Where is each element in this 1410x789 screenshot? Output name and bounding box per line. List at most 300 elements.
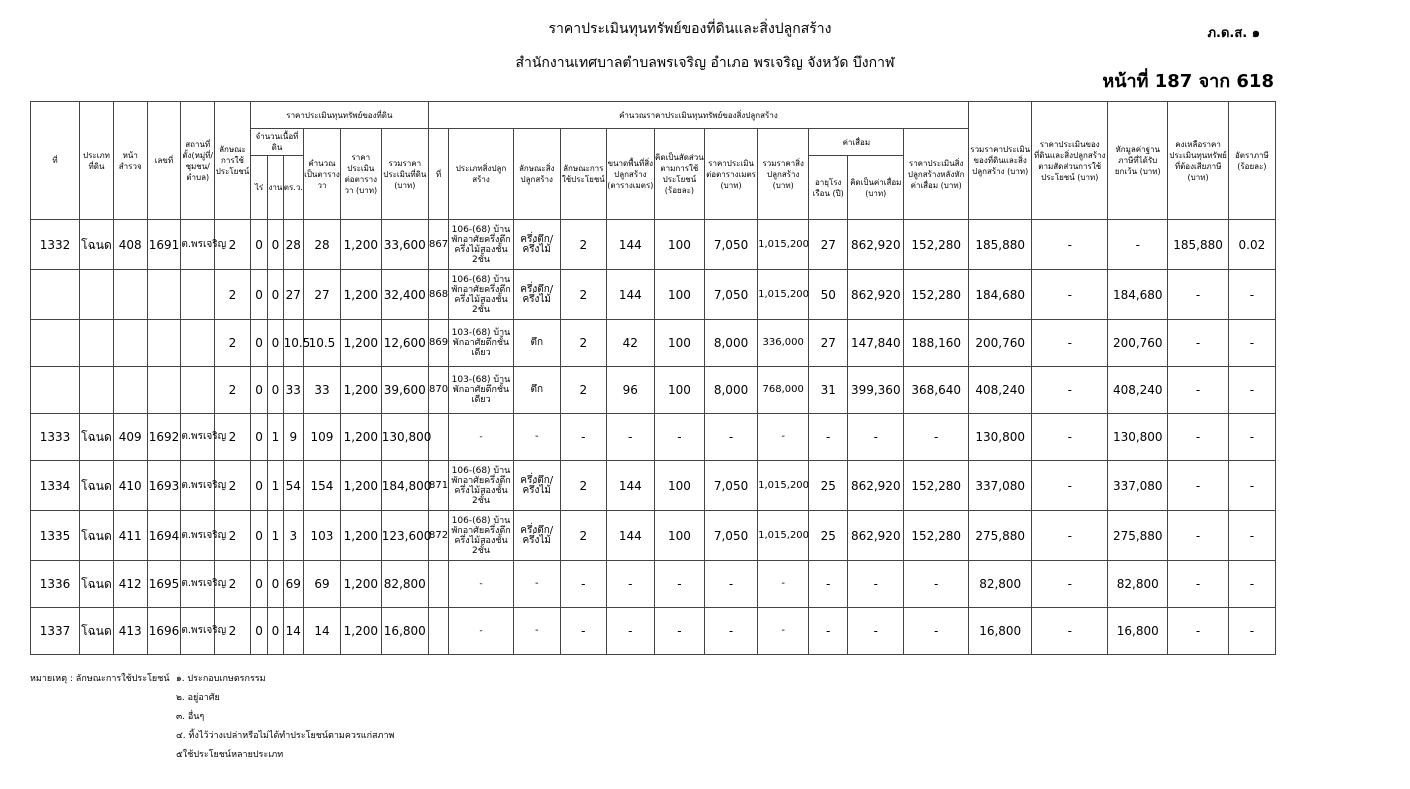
document-title: ราคาประเมินทุนทรัพย์ของที่ดินและสิ่งปลูกสร้าง xyxy=(548,21,832,37)
page-indicator: หน้าที่ 187 จาก 618 xyxy=(1102,71,1274,92)
cell-wa: 69 xyxy=(283,561,303,608)
cell-sum: 185,880 xyxy=(968,220,1031,270)
cell-bprice: 7,050 xyxy=(704,461,757,511)
col-building-price: ราคาประเมินต่อตารางเมตร (บาท) xyxy=(704,129,757,220)
col-proportional-value: ราคาประเมินของที่ดินและสิ่งปลูกสร้างตามสัดส่วนการใช้ประโยชน์ (บาท) xyxy=(1032,102,1108,220)
cell-deduct: 130,800 xyxy=(1108,414,1168,461)
cell-land: 32,400 xyxy=(381,270,428,320)
cell-ppw: 1,200 xyxy=(340,511,381,561)
cell-use: 2 xyxy=(215,367,251,414)
cell-deed: โฉนด xyxy=(80,561,114,608)
cell-bprice: - xyxy=(704,561,757,608)
cell-remain: - xyxy=(1168,320,1228,367)
cell-btype: - xyxy=(449,414,513,461)
note-item: ๕ใช้ประโยชน์หลายประเภท xyxy=(176,750,284,760)
cell-depr: 862,920 xyxy=(848,270,904,320)
cell-num: 1695 xyxy=(147,561,181,608)
cell-depr: 147,840 xyxy=(848,320,904,367)
cell-deed: โฉนด xyxy=(80,461,114,511)
col-tax-rate: อัตราภาษี (ร้อยละ) xyxy=(1228,102,1275,220)
cell-age: - xyxy=(809,414,848,461)
cell-rate: - xyxy=(1228,270,1275,320)
cell-remain: - xyxy=(1168,461,1228,511)
cell-btotal: 1,015,200 xyxy=(758,511,809,561)
cell-calc: 14 xyxy=(304,608,341,655)
cell-calc: 27 xyxy=(304,270,341,320)
cell-use: 2 xyxy=(215,561,251,608)
cell-bkind: ตึก xyxy=(513,367,560,414)
cell-page: 410 xyxy=(113,461,147,511)
cell-use: 2 xyxy=(215,270,251,320)
cell-bkind: ตึก xyxy=(513,320,560,367)
cell-wa: 3 xyxy=(283,511,303,561)
cell-prop: - xyxy=(1032,414,1108,461)
cell-bno: 872 xyxy=(428,511,448,561)
cell-btype: 103-(68) บ้านพักอาศัยตึกชั้นเดียว xyxy=(449,367,513,414)
cell-depr: - xyxy=(848,608,904,655)
cell-no xyxy=(31,320,80,367)
cell-page: 409 xyxy=(113,414,147,461)
cell-page xyxy=(113,270,147,320)
cell-age: 50 xyxy=(809,270,848,320)
cell-land: 12,600 xyxy=(381,320,428,367)
col-sum-total: รวมราคาประเมินของที่ดินและสิ่งปลูกสร้าง (บาท) xyxy=(968,102,1031,220)
cell-ppw: 1,200 xyxy=(340,608,381,655)
cell-ppw: 1,200 xyxy=(340,320,381,367)
cell-age: - xyxy=(809,561,848,608)
cell-num: 1696 xyxy=(147,608,181,655)
col-building-kind: ลักษณะสิ่งปลูกสร้าง xyxy=(513,129,560,220)
cell-ppw: 1,200 xyxy=(340,461,381,511)
col-remaining: คงเหลือราคาประเมินทุนทรัพย์ที่ต้องเสียภาษี (บาท) xyxy=(1168,102,1228,220)
group-building: คำนวณราคาประเมินทุนทรัพย์ของสิ่งปลูกสร้าง xyxy=(428,102,968,129)
cell-num xyxy=(147,367,181,414)
cell-deed: โฉนด xyxy=(80,414,114,461)
cell-btotal: 1,015,200 xyxy=(758,270,809,320)
cell-land: 82,800 xyxy=(381,561,428,608)
cell-bpct: 100 xyxy=(654,461,704,511)
cell-bprice: 7,050 xyxy=(704,270,757,320)
cell-age: - xyxy=(809,608,848,655)
cell-no: 1333 xyxy=(31,414,80,461)
cell-btype: 103-(68) บ้านพักอาศัยตึกชั้นเดียว xyxy=(449,320,513,367)
cell-use: 2 xyxy=(215,608,251,655)
cell-bsize: - xyxy=(606,561,654,608)
cell-btype: - xyxy=(449,561,513,608)
notes-label: หมายเหตุ : ลักษณะการใช้ประโยชน์ xyxy=(30,674,170,684)
cell-land: 33,600 xyxy=(381,220,428,270)
cell-deduct: 408,240 xyxy=(1108,367,1168,414)
cell-calc: 10.5 xyxy=(304,320,341,367)
cell-calc: 69 xyxy=(304,561,341,608)
cell-bafter: 188,160 xyxy=(904,320,969,367)
cell-age: 27 xyxy=(809,320,848,367)
cell-rai: 0 xyxy=(250,608,267,655)
cell-rate: 0.02 xyxy=(1228,220,1275,270)
cell-bsize: 144 xyxy=(606,220,654,270)
cell-btotal: 1,015,200 xyxy=(758,220,809,270)
cell-remain: 185,880 xyxy=(1168,220,1228,270)
col-building-total: รวมราคาสิ่งปลูกสร้าง (บาท) xyxy=(758,129,809,220)
cell-rate: - xyxy=(1228,461,1275,511)
cell-bpct: - xyxy=(654,608,704,655)
cell-ngan: 0 xyxy=(268,220,283,270)
cell-bkind: - xyxy=(513,414,560,461)
table-row xyxy=(31,220,1276,270)
cell-loc xyxy=(181,270,215,320)
cell-buse: 2 xyxy=(560,511,606,561)
cell-prop: - xyxy=(1032,511,1108,561)
cell-btotal: 768,000 xyxy=(758,367,809,414)
cell-bprice: 7,050 xyxy=(704,220,757,270)
cell-depr: - xyxy=(848,561,904,608)
cell-deduct: 16,800 xyxy=(1108,608,1168,655)
cell-bkind: ครึ่งตึก/ครึ่งไม้ xyxy=(513,220,560,270)
cell-bno: 867 xyxy=(428,220,448,270)
cell-deduct: 184,680 xyxy=(1108,270,1168,320)
table-row xyxy=(31,608,1276,655)
cell-ngan: 0 xyxy=(268,608,283,655)
cell-rate: - xyxy=(1228,367,1275,414)
cell-buse: 2 xyxy=(560,461,606,511)
cell-sum: 200,760 xyxy=(968,320,1031,367)
cell-prop: - xyxy=(1032,367,1108,414)
cell-ngan: 1 xyxy=(268,414,283,461)
cell-btotal: - xyxy=(758,414,809,461)
col-price-per-wa: ราคาประเมินต่อตารางวา (บาท) xyxy=(340,129,381,220)
cell-bsize: 144 xyxy=(606,270,654,320)
cell-calc: 103 xyxy=(304,511,341,561)
cell-age: 25 xyxy=(809,511,848,561)
cell-bno xyxy=(428,561,448,608)
cell-remain: - xyxy=(1168,367,1228,414)
cell-sum: 337,080 xyxy=(968,461,1031,511)
col-number: เลขที่ xyxy=(147,102,181,220)
note-item: ๒. อยู่อาศัย xyxy=(176,693,220,703)
cell-prop: - xyxy=(1032,561,1108,608)
cell-page: 408 xyxy=(113,220,147,270)
cell-rate: - xyxy=(1228,414,1275,461)
cell-page xyxy=(113,320,147,367)
table-row xyxy=(31,367,1276,414)
col-no: ที่ xyxy=(31,102,80,220)
cell-num: 1692 xyxy=(147,414,181,461)
cell-no: 1337 xyxy=(31,608,80,655)
table-row xyxy=(31,561,1276,608)
group-area: จำนวนเนื้อที่ดิน xyxy=(250,129,303,156)
cell-bafter: - xyxy=(904,608,969,655)
cell-buse: 2 xyxy=(560,320,606,367)
cell-btype: 106-(68) บ้านพักอาศัยครึ่งตึกครึ่งไม้สองชั้น 2ชั้น xyxy=(449,461,513,511)
cell-deed xyxy=(80,270,114,320)
cell-sum: 16,800 xyxy=(968,608,1031,655)
col-survey-page: หน้าสำรวจ xyxy=(113,102,147,220)
cell-land: 184,800 xyxy=(381,461,428,511)
cell-btotal: 336,000 xyxy=(758,320,809,367)
cell-land: 123,600 xyxy=(381,511,428,561)
cell-bpct: 100 xyxy=(654,320,704,367)
cell-bno: 870 xyxy=(428,367,448,414)
cell-depr: - xyxy=(848,414,904,461)
col-building-no: ที่ xyxy=(428,129,448,220)
office-subtitle: สำนักงานเทศบาลตำบลพรเจริญ อำเภอ พรเจริญ จังหวัด บึงกาฬ xyxy=(515,55,895,71)
col-location: สถานที่ตั้ง(หมู่ที่/ชุมชน/ตำบล) xyxy=(181,102,215,220)
cell-bsize: - xyxy=(606,608,654,655)
cell-num xyxy=(147,320,181,367)
cell-bprice: 8,000 xyxy=(704,367,757,414)
cell-ngan: 0 xyxy=(268,320,283,367)
cell-loc: ต.พรเจริญ xyxy=(181,461,215,511)
cell-loc: ต.พรเจริญ xyxy=(181,220,215,270)
cell-rai: 0 xyxy=(250,367,267,414)
cell-prop: - xyxy=(1032,220,1108,270)
col-ngan: งาน xyxy=(268,156,283,220)
cell-buse: - xyxy=(560,561,606,608)
cell-land: 39,600 xyxy=(381,367,428,414)
cell-land: 130,800 xyxy=(381,414,428,461)
cell-rate: - xyxy=(1228,561,1275,608)
cell-num xyxy=(147,270,181,320)
cell-bafter: - xyxy=(904,561,969,608)
cell-wa: 28 xyxy=(283,220,303,270)
group-land: ราคาประเมินทุนทรัพย์ของที่ดิน xyxy=(250,102,428,129)
col-building-after-depr: ราคาประเมินสิ่งปลูกสร้างหลังหักค่าเสื่อม (บาท) xyxy=(904,129,969,220)
cell-btotal: - xyxy=(758,608,809,655)
cell-no: 1334 xyxy=(31,461,80,511)
cell-page: 412 xyxy=(113,561,147,608)
cell-ngan: 0 xyxy=(268,561,283,608)
cell-wa: 9 xyxy=(283,414,303,461)
cell-bkind: - xyxy=(513,561,560,608)
col-depreciation: คิดเป็นค่าเสื่อม (บาท) xyxy=(848,156,904,220)
cell-prop: - xyxy=(1032,270,1108,320)
cell-bafter: 152,280 xyxy=(904,270,969,320)
cell-bpct: - xyxy=(654,561,704,608)
cell-btotal: 1,015,200 xyxy=(758,461,809,511)
cell-ppw: 1,200 xyxy=(340,414,381,461)
cell-depr: 862,920 xyxy=(848,220,904,270)
cell-bno xyxy=(428,414,448,461)
table-row xyxy=(31,461,1276,511)
cell-ngan: 0 xyxy=(268,270,283,320)
cell-prop: - xyxy=(1032,461,1108,511)
cell-bafter: 152,280 xyxy=(904,511,969,561)
cell-rai: 0 xyxy=(250,320,267,367)
cell-buse: 2 xyxy=(560,270,606,320)
cell-page: 411 xyxy=(113,511,147,561)
cell-wa: 33 xyxy=(283,367,303,414)
cell-rate: - xyxy=(1228,608,1275,655)
table-row xyxy=(31,270,1276,320)
cell-use: 2 xyxy=(215,461,251,511)
cell-loc: ต.พรเจริญ xyxy=(181,511,215,561)
cell-bprice: - xyxy=(704,414,757,461)
cell-remain: - xyxy=(1168,270,1228,320)
cell-land: 16,800 xyxy=(381,608,428,655)
col-deduct: หักมูลค่าฐานภาษีที่ได้รับยกเว้น (บาท) xyxy=(1108,102,1168,220)
cell-use: 2 xyxy=(215,414,251,461)
cell-buse: - xyxy=(560,608,606,655)
cell-rai: 0 xyxy=(250,270,267,320)
cell-btype: 106-(68) บ้านพักอาศัยครึ่งตึกครึ่งไม้สองชั้น 2ชั้น xyxy=(449,270,513,320)
cell-use: 2 xyxy=(215,220,251,270)
col-building-pct: คิดเป็นสัดส่วนตามการใช้ประโยชน์ (ร้อยละ) xyxy=(654,129,704,220)
cell-sum: 82,800 xyxy=(968,561,1031,608)
cell-use: 2 xyxy=(215,511,251,561)
cell-deed xyxy=(80,320,114,367)
cell-bprice: - xyxy=(704,608,757,655)
cell-calc: 33 xyxy=(304,367,341,414)
table-row xyxy=(31,511,1276,561)
cell-no: 1336 xyxy=(31,561,80,608)
form-code: ภ.ด.ส. ๑ xyxy=(1207,26,1260,41)
cell-bno: 871 xyxy=(428,461,448,511)
table-row xyxy=(31,414,1276,461)
table-row xyxy=(31,320,1276,367)
cell-deed: โฉนด xyxy=(80,608,114,655)
col-usage: ลักษณะการใช้ประโยชน์ xyxy=(215,102,251,220)
cell-remain: - xyxy=(1168,608,1228,655)
cell-deduct: 200,760 xyxy=(1108,320,1168,367)
cell-bsize: - xyxy=(606,414,654,461)
cell-calc: 28 xyxy=(304,220,341,270)
cell-bpct: 100 xyxy=(654,511,704,561)
cell-bno: 868 xyxy=(428,270,448,320)
cell-age: 25 xyxy=(809,461,848,511)
cell-wa: 54 xyxy=(283,461,303,511)
col-building-size: ขนาดพื้นที่สิ่งปลูกสร้าง (ตารางเมตร) xyxy=(606,129,654,220)
cell-btotal: - xyxy=(758,561,809,608)
cell-no: 1335 xyxy=(31,511,80,561)
col-building-usage: ลักษณะการใช้ประโยชน์ xyxy=(560,129,606,220)
cell-depr: 862,920 xyxy=(848,511,904,561)
cell-calc: 109 xyxy=(304,414,341,461)
col-calc-wa: คำนวณเป็นตารางวา xyxy=(304,129,341,220)
cell-deed xyxy=(80,367,114,414)
cell-rate: - xyxy=(1228,511,1275,561)
cell-btype: - xyxy=(449,608,513,655)
cell-loc: ต.พรเจริญ xyxy=(181,608,215,655)
cell-remain: - xyxy=(1168,561,1228,608)
cell-rai: 0 xyxy=(250,414,267,461)
col-building-type: ประเภทสิ่งปลูกสร้าง xyxy=(449,129,513,220)
note-item: ๓. อื่นๆ xyxy=(176,712,205,722)
cell-prop: - xyxy=(1032,608,1108,655)
cell-deed: โฉนด xyxy=(80,220,114,270)
cell-ppw: 1,200 xyxy=(340,270,381,320)
col-age: อายุโรงเรือน (ปี) xyxy=(809,156,848,220)
col-land-total: รวมราคาประเมินที่ดิน (บาท) xyxy=(381,129,428,220)
cell-no xyxy=(31,367,80,414)
cell-remain: - xyxy=(1168,511,1228,561)
cell-ppw: 1,200 xyxy=(340,220,381,270)
cell-prop: - xyxy=(1032,320,1108,367)
cell-use: 2 xyxy=(215,320,251,367)
cell-buse: 2 xyxy=(560,220,606,270)
cell-wa: 10.5 xyxy=(283,320,303,367)
cell-ngan: 0 xyxy=(268,367,283,414)
cell-loc xyxy=(181,367,215,414)
cell-bsize: 96 xyxy=(606,367,654,414)
cell-num: 1691 xyxy=(147,220,181,270)
cell-ngan: 1 xyxy=(268,511,283,561)
cell-remain: - xyxy=(1168,414,1228,461)
cell-bprice: 8,000 xyxy=(704,320,757,367)
cell-buse: - xyxy=(560,414,606,461)
col-deed-type: ประเภทที่ดิน xyxy=(80,102,114,220)
cell-num: 1694 xyxy=(147,511,181,561)
cell-deduct: 82,800 xyxy=(1108,561,1168,608)
cell-age: 31 xyxy=(809,367,848,414)
cell-bno: 869 xyxy=(428,320,448,367)
cell-rai: 0 xyxy=(250,561,267,608)
cell-bafter: 152,280 xyxy=(904,220,969,270)
cell-rate: - xyxy=(1228,320,1275,367)
cell-ngan: 1 xyxy=(268,461,283,511)
cell-bsize: 42 xyxy=(606,320,654,367)
cell-bno xyxy=(428,608,448,655)
cell-ppw: 1,200 xyxy=(340,367,381,414)
cell-loc: ต.พรเจริญ xyxy=(181,414,215,461)
cell-bkind: ครึ่งตึก/ครึ่งไม้ xyxy=(513,461,560,511)
cell-bafter: 368,640 xyxy=(904,367,969,414)
note-item: ๑. ประกอบเกษตรกรรม xyxy=(176,674,266,684)
cell-bpct: 100 xyxy=(654,367,704,414)
group-depreciation: ค่าเสื่อม xyxy=(809,129,904,156)
cell-page xyxy=(113,367,147,414)
cell-bpct: 100 xyxy=(654,270,704,320)
cell-btype: 106-(68) บ้านพักอาศัยครึ่งตึกครึ่งไม้สองชั้น 2ชั้น xyxy=(449,220,513,270)
cell-wa: 14 xyxy=(283,608,303,655)
cell-bsize: 144 xyxy=(606,511,654,561)
cell-bprice: 7,050 xyxy=(704,511,757,561)
cell-bpct: 100 xyxy=(654,220,704,270)
cell-deed: โฉนด xyxy=(80,511,114,561)
cell-btype: 106-(68) บ้านพักอาศัยครึ่งตึกครึ่งไม้สองชั้น 2ชั้น xyxy=(449,511,513,561)
cell-rai: 0 xyxy=(250,511,267,561)
cell-deduct: 337,080 xyxy=(1108,461,1168,511)
cell-bkind: ครึ่งตึก/ครึ่งไม้ xyxy=(513,270,560,320)
cell-rai: 0 xyxy=(250,461,267,511)
cell-bkind: - xyxy=(513,608,560,655)
cell-deduct: 275,880 xyxy=(1108,511,1168,561)
cell-bsize: 144 xyxy=(606,461,654,511)
col-wa: ตร.ว. xyxy=(283,156,303,220)
cell-loc xyxy=(181,320,215,367)
cell-bkind: ครึ่งตึก/ครึ่งไม้ xyxy=(513,511,560,561)
cell-bpct: - xyxy=(654,414,704,461)
cell-depr: 399,360 xyxy=(848,367,904,414)
cell-buse: 2 xyxy=(560,367,606,414)
col-rai: ไร่ xyxy=(250,156,267,220)
cell-sum: 130,800 xyxy=(968,414,1031,461)
cell-sum: 275,880 xyxy=(968,511,1031,561)
notes xyxy=(30,670,394,765)
cell-rai: 0 xyxy=(250,220,267,270)
table-body xyxy=(31,220,1276,655)
cell-depr: 862,920 xyxy=(848,461,904,511)
cell-bafter: 152,280 xyxy=(904,461,969,511)
cell-ppw: 1,200 xyxy=(340,561,381,608)
cell-sum: 408,240 xyxy=(968,367,1031,414)
note-item: ๔. ทิ้งไว้ว่างเปล่าหรือไม่ได้ทำประโยชน์ตามควรแก่สภาพ xyxy=(176,731,395,741)
assessment-table xyxy=(30,101,1276,655)
cell-no: 1332 xyxy=(31,220,80,270)
cell-page: 413 xyxy=(113,608,147,655)
cell-num: 1693 xyxy=(147,461,181,511)
cell-no xyxy=(31,270,80,320)
cell-sum: 184,680 xyxy=(968,270,1031,320)
